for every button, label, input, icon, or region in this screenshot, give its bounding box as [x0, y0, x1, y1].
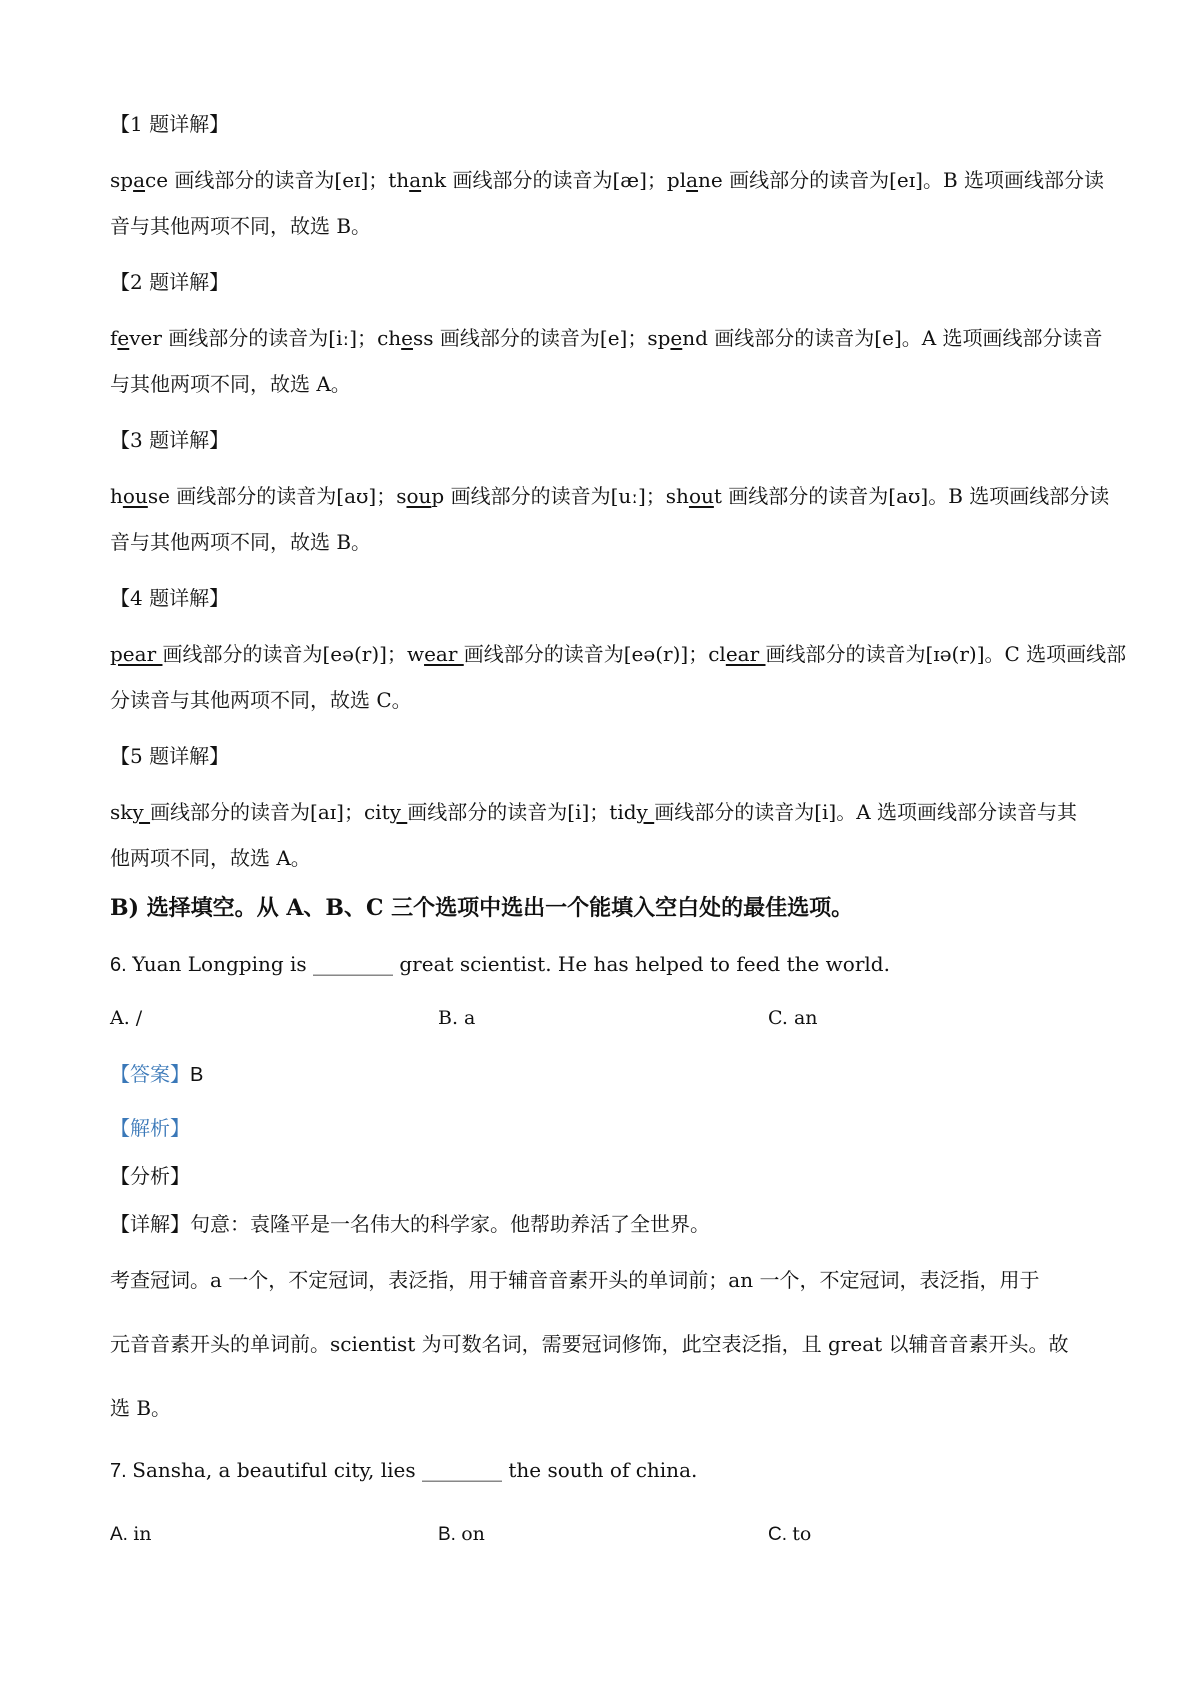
answer-value: B [190, 1064, 204, 1086]
analysis-label: 【解析】 [110, 1116, 190, 1140]
explanation-line: 元音音素开头的单词前。scientist 为可数名词，需要冠词修饰，此空表泛指，且 great 以辅音音素开头。故 [110, 1332, 1069, 1356]
option-b: B. a [438, 1007, 476, 1029]
underlined-letters: a [133, 168, 146, 192]
section-b-heading: B) 选择填空。从 A、B、C 三个选项中选出一个能填入空白处的最佳选项。 [110, 895, 854, 921]
question-7: 7. Sansha, a beautiful city, lies ________ the south of china. [110, 1458, 698, 1482]
explanation-line: 分读音与其他两项不同，故选 C。 [110, 688, 412, 712]
explanation-line: fever 画线部分的读音为[iː]；chess 画线部分的读音为[e]；spend 画线部分的读音为[e]。A 选项画线部分读音 [110, 326, 1103, 350]
answer-label: 【答案】 [110, 1062, 190, 1086]
section-heading: 【5 题详解】 [110, 744, 230, 768]
option-b: B. on [438, 1523, 485, 1545]
explanation-line: 音与其他两项不同，故选 B。 [110, 530, 372, 554]
explanation-line: 选 B。 [110, 1396, 172, 1420]
explanation-line: pear 画线部分的读音为[eə(r)]；wear 画线部分的读音为[eə(r)]；clear 画线部分的读音为[ɪə(r)]。C 选项画线部 [110, 642, 1127, 666]
explanation-line: space 画线部分的读音为[eɪ]；thank 画线部分的读音为[æ]；plane 画线部分的读音为[eɪ]。B 选项画线部分读 [110, 168, 1104, 192]
option-c: C. an [768, 1007, 818, 1029]
section-heading: 【4 题详解】 [110, 586, 230, 610]
option-a: A. / [110, 1007, 143, 1029]
question-6: 6. Yuan Longping is ________ great scientist. He has helped to feed the world. [110, 952, 890, 976]
answer-line [110, 1060, 203, 1089]
explanation-line: 音与其他两项不同，故选 B。 [110, 214, 372, 238]
explanation-line: sky 画线部分的读音为[aɪ]；city 画线部分的读音为[i]；tidy 画线部分的读音为[i]。A 选项画线部分读音与其 [110, 800, 1078, 824]
explanation-line: house 画线部分的读音为[aʊ]；soup 画线部分的读音为[uː]；shout 画线部分的读音为[aʊ]。B 选项画线部分读 [110, 484, 1110, 508]
explanation-line: 与其他两项不同，故选 A。 [110, 372, 351, 396]
explanation-line: 他两项不同，故选 A。 [110, 846, 311, 870]
explanation-line: 考查冠词。a 一个，不定冠词，表泛指，用于辅音音素开头的单词前；an 一个，不定冠词，表泛指，用于 [110, 1268, 1040, 1292]
detail-line: 【详解】句意：袁隆平是一名伟大的科学家。他帮助养活了全世界。 [110, 1212, 710, 1236]
section-heading: 【3 题详解】 [110, 428, 230, 452]
option-c: C. to [768, 1523, 812, 1545]
fenxi-label: 【分析】 [110, 1164, 190, 1188]
section-heading: 【1 题详解】 [110, 112, 230, 136]
section-heading: 【2 题详解】 [110, 270, 230, 294]
option-a: A. in [110, 1523, 152, 1545]
